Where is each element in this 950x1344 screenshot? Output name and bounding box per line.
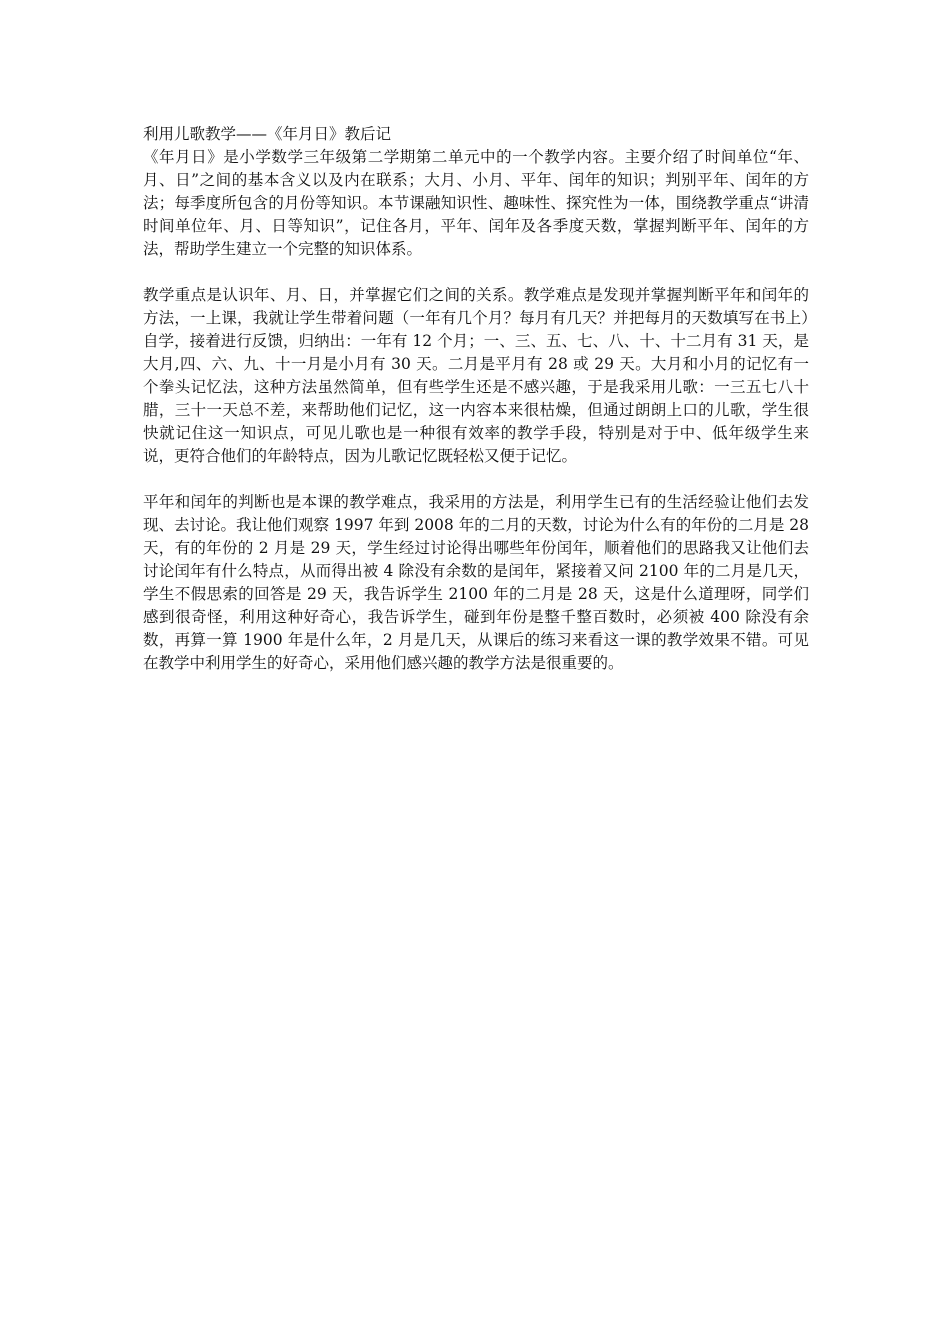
paragraph-introduction: 《年月日》是小学数学三年级第二学期第二单元中的一个教学内容。主要介绍了时间单位“年、月、日”之间的基本含义以及内在联系；大月、小月、平年、闰年的知识；判别平年、闰年的方法；每季度所包含的月份等知识。本节课融知识性、趣味性、探究性为一体，围绕教学重点“讲清时间单位年、月、日等知识”，记住各月，平年、闰年及各季度天数，掌握判断平年、闰年的方法，帮助学生建立一个完整的知识体系。 xyxy=(143,148,809,258)
document-title: 利用儿歌教学——《年月日》教后记 xyxy=(143,125,392,143)
document-body xyxy=(143,123,809,675)
paragraph-key-points: 教学重点是认识年、月、日，并掌握它们之间的关系。教学难点是发现并掌握判断平年和闰年的方法，一上课，我就让学生带着问题（一年有几个月？每月有几天？并把每月的天数填写在书上）自学，接着进行反馈，归纳出：一年有 12 个月；一、三、五、七、八、十、十二月有 31 天，是大月,四、六、九、十一月是小月有 30 天。二月是平月有 28 或 29 天。大月和小月的记忆有一个拳头记忆法，这种方法虽然简单，但有些学生还是不感兴趣，于是我采用儿歌：一三五七八十腊，三十一天总不差，来帮助他们记忆，这一内容本来很枯燥，但通过朗朗上口的儿歌，学生很快就记住这一知识点，可见儿歌也是一种很有效率的教学手段，特别是对于中、低年级学生来说，更符合他们的年龄特点，因为儿歌记忆既轻松又便于记忆。 xyxy=(143,286,809,465)
paragraph-leap-year: 平年和闰年的判断也是本课的教学难点，我采用的方法是，利用学生已有的生活经验让他们去发现、去讨论。我让他们观察 1997 年到 2008 年的二月的天数，讨论为什么有的年份的二月是 28 天，有的年份的 2 月是 29 天，学生经过讨论得出哪些年份闰年，顺着他们的思路我又让他们去讨论闰年有什么特点，从而得出被 4 除没有余数的是闰年，紧接着又问 2100 年的二月是几天，学生不假思索的回答是 29 天，我告诉学生 2100 年的二月是 28 天，这是什么道理呀，同学们感到很奇怪，利用这种好奇心，我告诉学生，碰到年份是整千整百数时，必须被 400 除没有余数，再算一算 1900 年是什么年，2 月是几天，从课后的练习来看这一课的教学效果不错。可见在教学中利用学生的好奇心，采用他们感兴趣的教学方法是很重要的。 xyxy=(143,493,809,672)
paragraph-spacer xyxy=(143,261,809,284)
paragraph-spacer xyxy=(143,468,809,491)
